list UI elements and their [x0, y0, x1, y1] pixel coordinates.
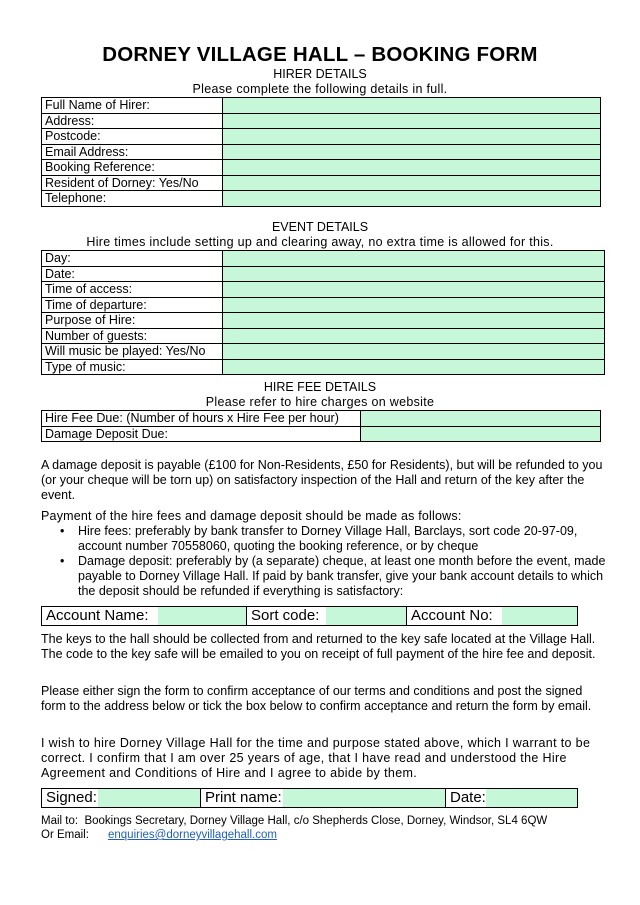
hirer-subheading: Please complete the following details in full. [192, 82, 448, 96]
input-field[interactable] [223, 191, 601, 207]
input-field[interactable] [223, 98, 601, 114]
field-label: Address: [42, 113, 223, 129]
field-label: Email Address: [42, 144, 223, 160]
field-label: Time of access: [42, 282, 223, 298]
hirer-heading: HIRER DETAILS [273, 67, 367, 81]
input-field[interactable] [223, 175, 601, 191]
input-field[interactable] [223, 328, 605, 344]
hirer-table [41, 97, 601, 207]
table-row [42, 160, 601, 176]
table-row [42, 426, 601, 442]
event-table [41, 250, 605, 375]
input-field[interactable] [223, 144, 601, 160]
input-field[interactable] [223, 160, 601, 176]
payment-intro: Payment of the hire fees and damage deposit should be made as follows: [41, 509, 462, 523]
signature-row [41, 788, 578, 808]
table-row [42, 144, 601, 160]
field-label: Booking Reference: [42, 160, 223, 176]
mail-to-line [41, 814, 547, 828]
table-row [42, 251, 605, 267]
field-label: Will music be played: Yes/No [42, 344, 223, 360]
date-label: Date: [450, 789, 486, 806]
field-label: Purpose of Hire: [42, 313, 223, 329]
bullet-item [60, 524, 608, 554]
table-row [42, 411, 601, 427]
deposit-paragraph: A damage deposit is payable (£100 for Non-Residents, £50 for Residents), but will be refunded to you (or your cheque will be torn up) on satisfactory inspection of the Hall and return of the key after the event. [41, 458, 603, 502]
table-row [42, 313, 605, 329]
field-label: Postcode: [42, 129, 223, 145]
bullet-item [60, 554, 608, 599]
field-label: Type of music: [42, 359, 223, 375]
input-field[interactable] [223, 344, 605, 360]
account-no-field[interactable] [502, 607, 577, 625]
print-name-field[interactable] [283, 789, 445, 807]
fee-subheading: Please refer to hire charges on website [205, 395, 435, 409]
input-field[interactable] [223, 359, 605, 375]
fee-table [41, 410, 601, 442]
input-field[interactable] [223, 313, 605, 329]
email-label: Or Email: [41, 829, 89, 841]
declaration-paragraph: I wish to hire Dorney Village Hall for the time and purpose stated above, which I warrant to be correct. I confirm that I am over 25 years of age, that I have read and understood the Hire Agreement and Conditions of Hire and I agree to abide by them. [41, 736, 591, 780]
mail-to-label: Mail to: [41, 815, 79, 827]
input-field[interactable] [223, 129, 601, 145]
signed-label: Signed: [46, 789, 97, 806]
bank-details-row [41, 606, 578, 626]
field-label: Resident of Dorney: Yes/No [42, 175, 223, 191]
field-label: Date: [42, 266, 223, 282]
table-row [42, 98, 601, 114]
input-field[interactable] [223, 282, 605, 298]
date-field[interactable] [486, 789, 577, 807]
field-label: Number of guests: [42, 328, 223, 344]
bullet-dot: • [60, 554, 65, 568]
table-row [42, 191, 601, 207]
table-row [42, 359, 605, 375]
email-link[interactable]: enquiries@dorneyvillagehall.com [108, 829, 277, 841]
form-title: DORNEY VILLAGE HALL – BOOKING FORM [102, 43, 538, 66]
table-row [42, 282, 605, 298]
field-label: Damage Deposit Due: [42, 426, 361, 442]
input-field[interactable] [361, 411, 601, 427]
keys-paragraph: The keys to the hall should be collected from and returned to the key safe located at the Village Hall. The code to the key safe will be emailed to you on receipt of full payment of the hire fee and deposit. [41, 632, 596, 661]
input-field[interactable] [361, 426, 601, 442]
input-field[interactable] [223, 113, 601, 129]
sort-code-field[interactable] [326, 607, 406, 625]
field-label: Full Name of Hirer: [42, 98, 223, 114]
payment-bullets [60, 524, 608, 599]
account-no-label: Account No: [411, 607, 493, 624]
mail-to-address: Bookings Secretary, Dorney Village Hall, c/o Shepherds Close, Dorney, Windsor, SL4 6QW [84, 815, 548, 827]
table-row [42, 129, 601, 145]
field-label: Time of departure: [42, 297, 223, 313]
bullet-text: Hire fees: preferably by bank transfer to Dorney Village Hall, Barclays, sort code 20-97-09, account number 70558060, quoting the booking reference, or by cheque [78, 524, 578, 553]
sign-paragraph: Please either sign the form to confirm acceptance of our terms and conditions and post the signed form to the address below or tick the box below to confirm acceptance and return the form by email. [41, 684, 592, 713]
email-line [41, 828, 277, 842]
field-label: Telephone: [42, 191, 223, 207]
sort-code-label: Sort code: [251, 607, 320, 624]
table-row [42, 266, 605, 282]
bullet-dot: • [60, 524, 65, 538]
field-label: Day: [42, 251, 223, 267]
event-heading: EVENT DETAILS [271, 220, 369, 234]
input-field[interactable] [223, 297, 605, 313]
field-label: Hire Fee Due: (Number of hours x Hire Fee per hour) [42, 411, 361, 427]
bullet-text: Damage deposit: preferably by (a separate) cheque, at least one month before the event, made payable to Dorney Village Hall. If paid by bank transfer, give your bank account details to which the deposit should be refunded if everything is satisfactory: [78, 554, 606, 598]
table-row [42, 344, 605, 360]
event-subheading: Hire times include setting up and clearing away, no extra time is allowed for this. [86, 235, 554, 249]
table-row [42, 297, 605, 313]
print-name-label: Print name: [205, 789, 282, 806]
account-name-label: Account Name: [46, 607, 149, 624]
table-row [42, 113, 601, 129]
signature-field[interactable] [98, 789, 200, 807]
table-row [42, 175, 601, 191]
input-field[interactable] [223, 266, 605, 282]
account-name-field[interactable] [158, 607, 246, 625]
table-row [42, 328, 605, 344]
fee-heading: HIRE FEE DETAILS [263, 380, 377, 394]
input-field[interactable] [223, 251, 605, 267]
